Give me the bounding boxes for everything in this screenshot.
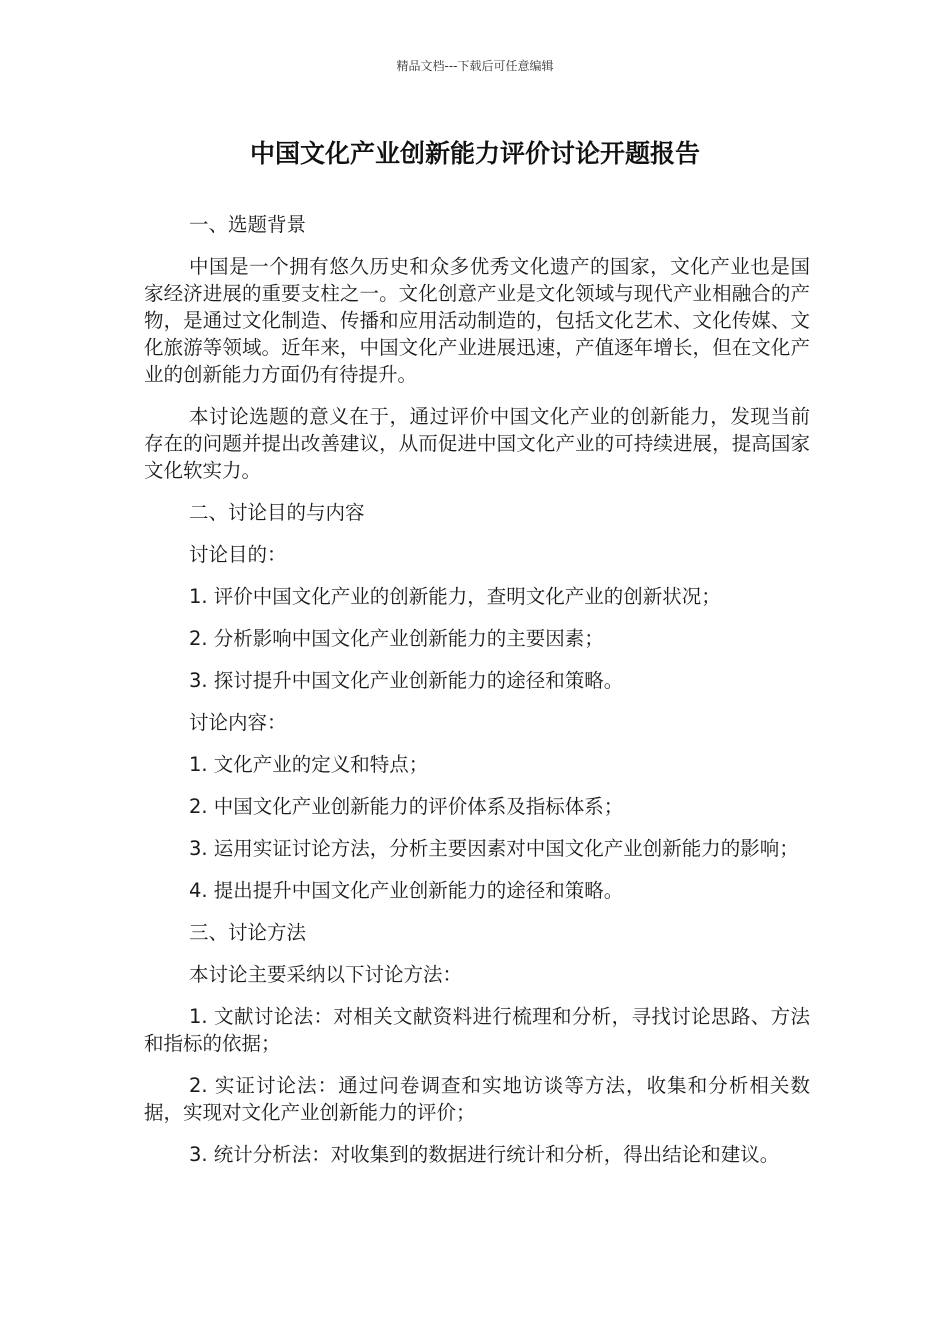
method-item-3: 3. 统计分析法：对收集到的数据进行统计和分析，得出结论和建议。: [189, 1143, 780, 1166]
section-heading-purpose-content: 二、讨论目的与内容: [189, 501, 365, 524]
methods-intro: 本讨论主要采纳以下讨论方法：: [189, 963, 463, 986]
purpose-item-2: 2. 分析影响中国文化产业创新能力的主要因素；: [189, 627, 604, 650]
content-item-1: 1. 文化产业的定义和特点；: [189, 753, 429, 776]
content-item-3: 3. 运用实证讨论方法，分析主要因素对中国文化产业创新能力的影响；: [189, 837, 799, 860]
section-heading-background: 一、选题背景: [189, 213, 307, 236]
page-header: 精品文档---下载后可任意编辑: [396, 59, 554, 73]
document-title: 中国文化产业创新能力评价讨论开题报告: [249, 139, 700, 168]
content-item-2: 2. 中国文化产业创新能力的评价体系及指标体系；: [189, 795, 624, 818]
paragraph-background: 中国是一个拥有悠久历史和众多优秀文化遗产的国家，文化产业也是国家经济进展的重要支柱之一。文化创意产业是文化领域与现代产业相融合的产物，是通过文化制造、传播和应用活动制造的，包括文化艺术、文化传媒、文化旅游等领域。近年来，中国文化产业进展迅速，产值逐年增长，但在文化产业的创新能力方面仍有待提升。: [144, 255, 810, 386]
paragraph-significance: 本讨论选题的意义在于，通过评价中国文化产业的创新能力，发现当前存在的问题并提出改善建议，从而促进中国文化产业的可持续进展，提高国家文化软实力。: [144, 405, 810, 482]
document-body: [144, 211, 810, 1183]
method-item-2: 2. 实证讨论法：通过问卷调查和实地访谈等方法，收集和分析相关数据，实现对文化产业创新能力的评价；: [144, 1074, 810, 1124]
subheading-purpose: 讨论目的：: [189, 543, 287, 566]
purpose-item-3: 3. 探讨提升中国文化产业创新能力的途径和策略。: [189, 669, 624, 692]
purpose-item-1: 1. 评价中国文化产业的创新能力，查明文化产业的创新状况；: [189, 585, 721, 608]
section-heading-methods: 三、讨论方法: [189, 921, 307, 944]
method-item-1: 1. 文献讨论法：对相关文献资料进行梳理和分析，寻找讨论思路、方法和指标的依据；: [144, 1005, 810, 1055]
subheading-content: 讨论内容：: [189, 711, 287, 734]
content-item-4: 4. 提出提升中国文化产业创新能力的途径和策略。: [189, 879, 624, 902]
